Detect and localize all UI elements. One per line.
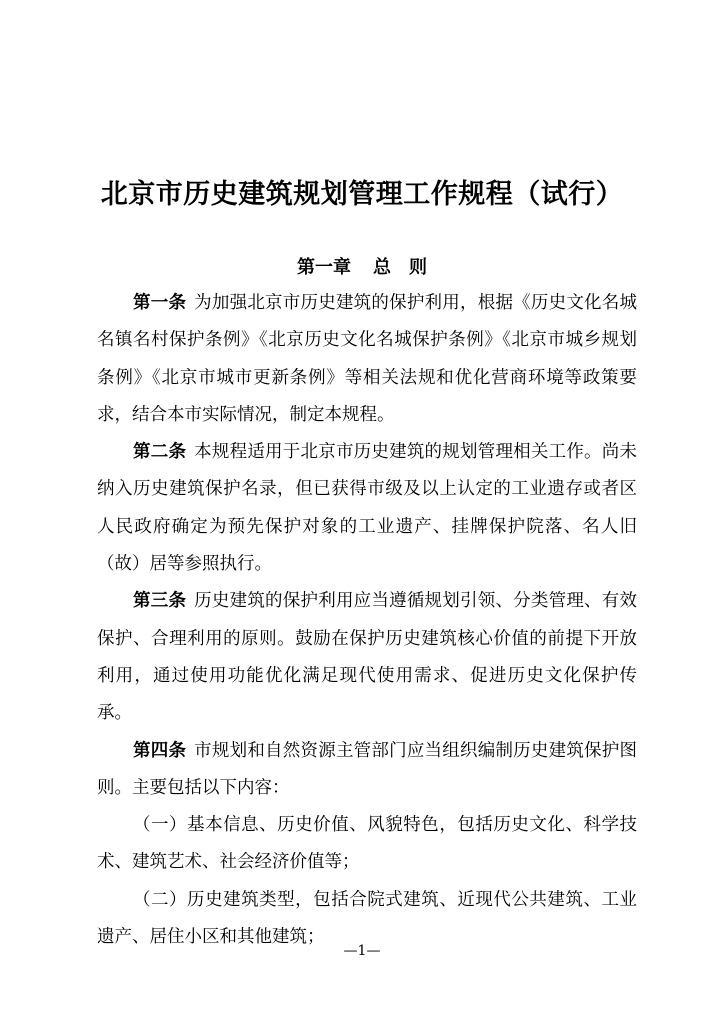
page-number: —1— [343, 943, 381, 959]
article-number: 第四条 [133, 740, 187, 761]
article-number: 第二条 [133, 442, 187, 463]
article-4 [97, 733, 637, 808]
article-2 [97, 434, 637, 583]
article-text: 本规程适用于北京市历史建筑的规划管理相关工作。尚未纳入历史建筑保护名录，但已获得市级及以上认定的工业遗存或者区人民政府确定为预先保护对象的工业遗产、挂牌保护院落、名人旧（故）居等参照执行。 [97, 442, 638, 575]
list-item-2: （二）历史建筑类型，包括合院式建筑、近现代公共建筑、工业遗产、居住小区和其他建筑； [97, 889, 637, 948]
article-text: 为加强北京市历史建筑的保护利用，根据《历史文化名城名镇名村保护条例》《北京历史文化名城保护条例》《北京市城乡规划条例》《北京市城市更新条例》等相关法规和优化营商环境等政策要求，结合本市实际情况，制定本规程。 [97, 293, 638, 425]
list-item-1: （一）基本信息、历史价值、风貌特色，包括历史文化、科学技术、建筑艺术、社会经济价值等； [97, 815, 637, 873]
chapter-label: 第一章 [297, 257, 351, 278]
article-text: 历史建筑的保护利用应当遵循规划引领、分类管理、有效保护、合理利用的原则。鼓励在保护历史建筑核心价值的前提下开放利用，通过使用功能优化满足现代使用需求、促进历史文化保护传承。 [97, 591, 638, 724]
chapter-heading [0, 253, 724, 279]
chapter-title: 总 则 [373, 257, 427, 278]
article-number: 第一条 [133, 293, 187, 313]
article-number: 第三条 [133, 591, 187, 612]
article-3 [97, 583, 637, 732]
document-body [97, 285, 637, 956]
article-1 [97, 285, 637, 434]
document-title: 北京市历史建筑规划管理工作规程（试行） [100, 179, 624, 210]
article-text: 市规划和自然资源主管部门应当组织编制历史建筑保护图则。主要包括以下内容： [97, 740, 638, 798]
